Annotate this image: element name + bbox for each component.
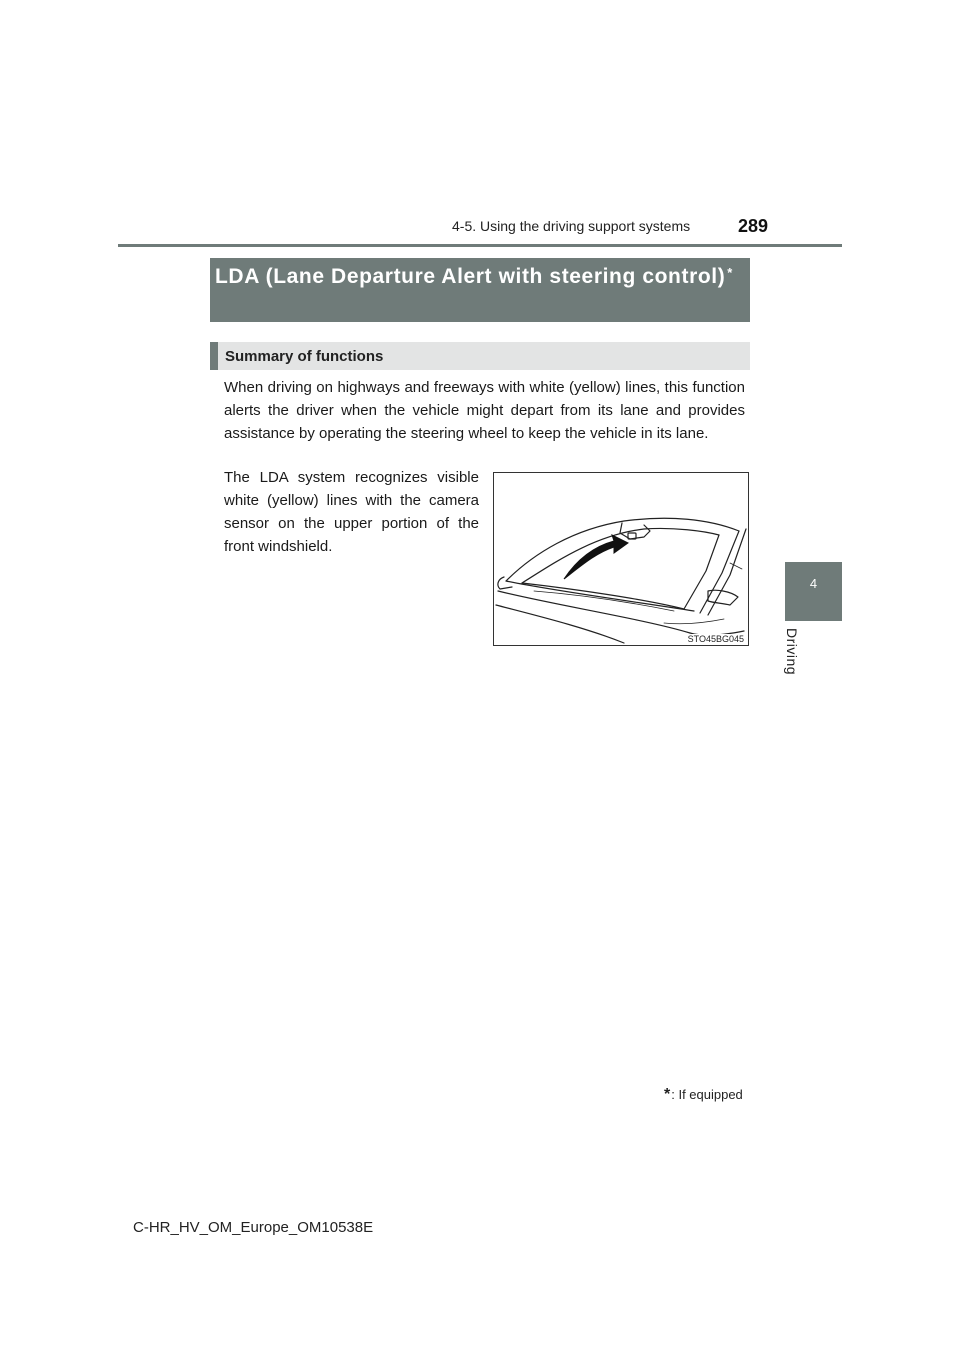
document-code: C-HR_HV_OM_Europe_OM10538E <box>133 1219 374 1236</box>
footnote-marker: * <box>664 1086 671 1103</box>
figure-code: STO45BG045 <box>687 634 744 644</box>
section-title-text: LDA (Lane Departure Alert with steering control) <box>215 265 726 288</box>
subheading: Summary of functions <box>225 348 384 365</box>
chapter-tab <box>785 562 842 621</box>
body-paragraph-2: The LDA system recognizes visible white (yellow) lines with the camera sensor on the upper portion of the front windshield. <box>224 469 479 555</box>
page-number: 289 <box>738 216 769 236</box>
body-paragraph-1: When driving on highways and freeways with white (yellow) lines, this function alerts the driver when the vehicle might depart from its lane and provides assistance by operating the steering wheel to keep the vehicle in its lane. <box>224 379 745 442</box>
windshield-camera-illustration <box>493 472 749 646</box>
header-divider <box>118 244 842 247</box>
chapter-tab-number: 4 <box>809 576 818 591</box>
chapter-tab-label: Driving <box>784 628 800 676</box>
footnote-text: : If equipped <box>671 1087 743 1102</box>
subheading-accent <box>210 342 218 370</box>
section-title-footnote-marker: * <box>727 265 733 280</box>
header-section-title: 4-5. Using the driving support systems <box>452 218 691 234</box>
section-title <box>215 263 745 291</box>
footnote <box>664 1086 743 1104</box>
car-windshield-drawing <box>494 473 748 645</box>
